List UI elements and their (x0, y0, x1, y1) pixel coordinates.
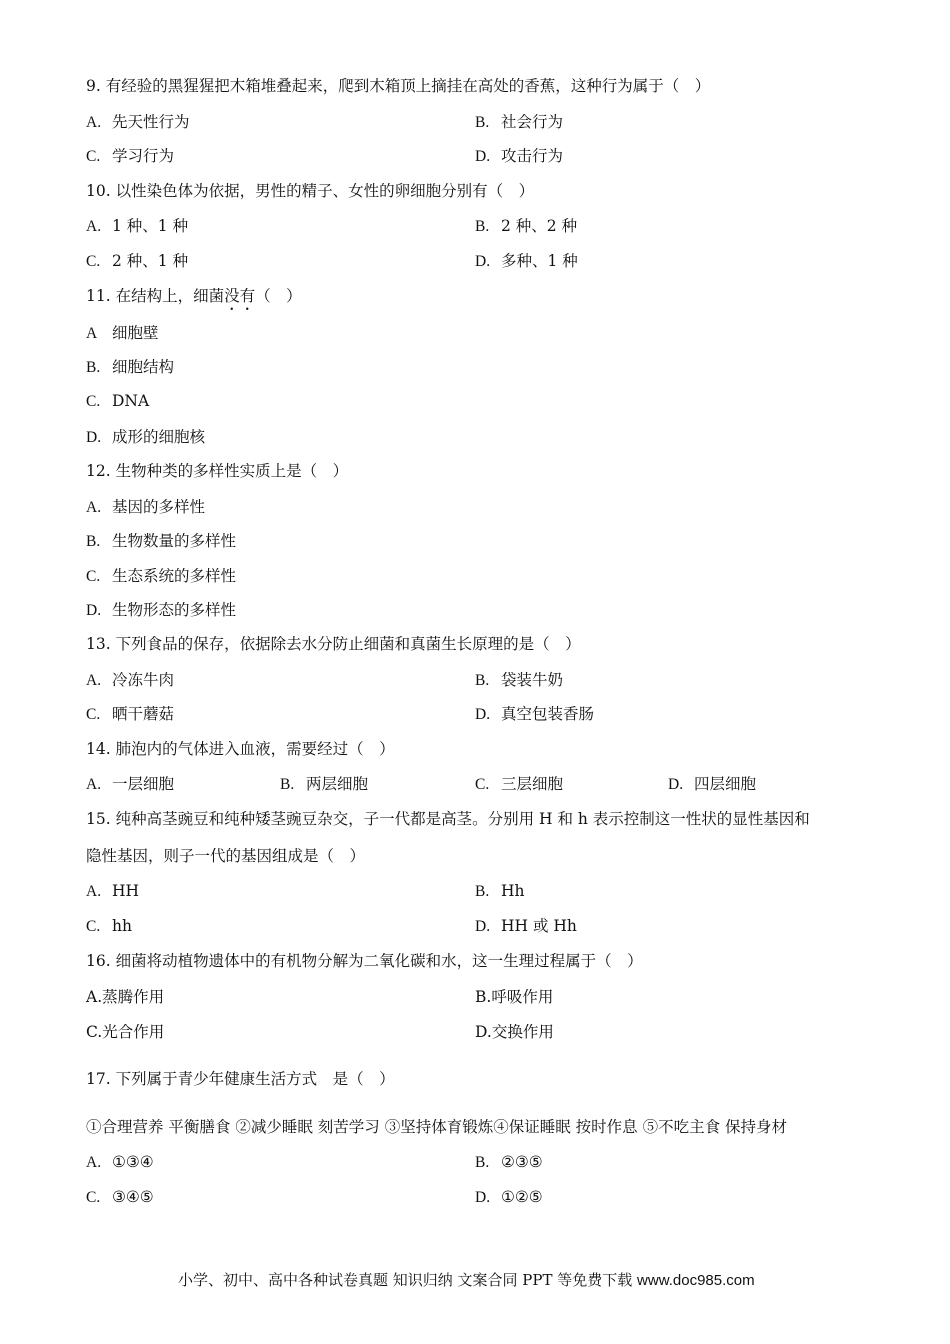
option-c[interactable]: C.光合作用 (86, 1023, 165, 1041)
option-d[interactable]: D.交换作用 (475, 1023, 554, 1041)
question-17-items: ①合理营养 平衡膳食 ②减少睡眠 刻苦学习 ③坚持体育锻炼④保证睡眠 按时作息 ⑤不吃主食 保持身材 (86, 1118, 787, 1136)
option-b[interactable]: B. 袋装牛奶 (475, 671, 564, 689)
option-c[interactable]: C. 三层细胞 (475, 775, 564, 793)
option-c[interactable]: C. ③④⑤ (86, 1188, 154, 1206)
option-a[interactable]: A.蒸腾作用 (86, 988, 165, 1006)
option-a[interactable]: A. 一层细胞 (86, 775, 175, 793)
option-d[interactable]: D. 多种、1 种 (475, 252, 578, 270)
option-d[interactable]: D. 成形的细胞核 (86, 428, 206, 446)
option-a[interactable]: A. 基因的多样性 (86, 498, 206, 516)
option-d[interactable]: D. 生物形态的多样性 (86, 601, 237, 619)
option-d[interactable]: D. ①②⑤ (475, 1188, 543, 1206)
option-a[interactable]: A. HH (86, 882, 140, 900)
option-b[interactable]: B.呼吸作用 (475, 988, 554, 1006)
option-c[interactable]: C. DNA (86, 392, 150, 410)
footer-text: 小学、初中、高中各种试卷真题 知识归纳 文案合同 PPT 等免费下载 (178, 1271, 633, 1289)
option-b[interactable]: B. 2 种、2 种 (475, 217, 578, 235)
footer-link[interactable]: www.doc985.com (637, 1272, 755, 1289)
option-a[interactable]: A. 先天性行为 (86, 113, 190, 131)
option-b[interactable]: B. Hh (475, 882, 525, 900)
option-d[interactable]: D. HH 或 Hh (475, 917, 577, 935)
option-c[interactable]: C. 晒干蘑菇 (86, 705, 175, 723)
question-9-stem: 9. 有经验的黑猩猩把木箱堆叠起来，爬到木箱顶上摘挂在高处的香蕉，这种行为属于（ ） (86, 77, 711, 95)
option-c[interactable]: C. 学习行为 (86, 147, 175, 165)
question-11-stem: 11. 在结构上，细菌没有（ ） (86, 287, 302, 305)
option-d[interactable]: D. 四层细胞 (668, 775, 757, 793)
option-b[interactable]: B. 生物数量的多样性 (86, 532, 237, 550)
option-c[interactable]: C. hh (86, 917, 132, 935)
option-b[interactable]: B. ②③⑤ (475, 1153, 543, 1171)
question-14-stem: 14. 肺泡内的气体进入血液，需要经过（ ） (86, 740, 395, 758)
question-17-stem: 17. 下列属于青少年健康生活方式 是（ ） (86, 1070, 395, 1088)
option-a[interactable]: A. 1 种、1 种 (86, 217, 189, 235)
option-a[interactable]: A 细胞壁 (86, 324, 159, 342)
option-c[interactable]: C. 生态系统的多样性 (86, 567, 237, 585)
question-12-stem: 12. 生物种类的多样性实质上是（ ） (86, 462, 349, 480)
option-b[interactable]: B. 细胞结构 (86, 358, 175, 376)
emphasis-text: 没有 (224, 287, 256, 305)
page-footer (178, 1269, 755, 1290)
question-13-stem: 13. 下列食品的保存，依据除去水分防止细菌和真菌生长原理的是（ ） (86, 635, 581, 653)
option-d[interactable]: D. 攻击行为 (475, 147, 564, 165)
question-16-stem: 16. 细菌将动植物遗体中的有机物分解为二氧化碳和水，这一生理过程属于（ ） (86, 952, 643, 970)
option-a[interactable]: A. 冷冻牛肉 (86, 671, 175, 689)
option-a[interactable]: A. ①③④ (86, 1153, 154, 1171)
question-15-stem-line1: 15. 纯种高茎豌豆和纯种矮茎豌豆杂交，子一代都是高茎。分别用 H 和 h 表示控制这一性状的显性基因和 (86, 810, 810, 828)
question-10-stem: 10. 以性染色体为依据，男性的精子、女性的卵细胞分别有（ ） (86, 182, 535, 200)
question-15-stem-line2: 隐性基因，则子一代的基因组成是（ ） (86, 847, 366, 865)
option-b[interactable]: B. 两层细胞 (280, 775, 369, 793)
option-c[interactable]: C. 2 种、1 种 (86, 252, 189, 270)
option-b[interactable]: B. 社会行为 (475, 113, 564, 131)
option-d[interactable]: D. 真空包装香肠 (475, 705, 595, 723)
